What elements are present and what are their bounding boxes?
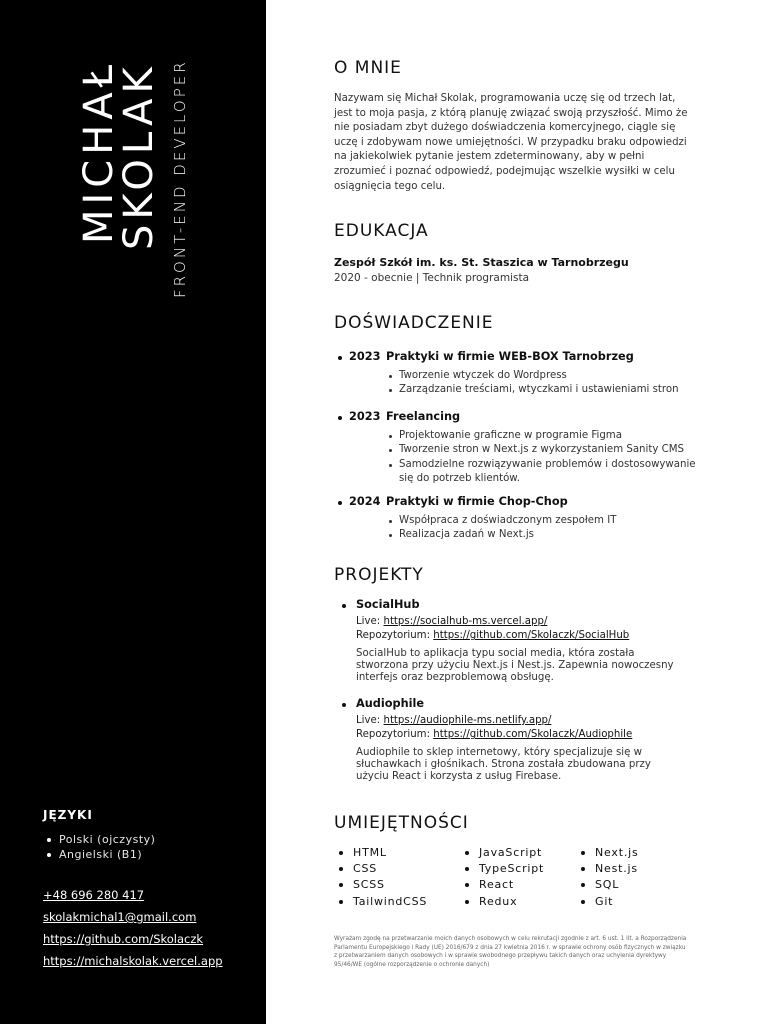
job-task: Tworzenie wtyczek do Wordpress — [386, 369, 704, 383]
languages-list — [43, 832, 155, 862]
job-task: Samodzielne rozwiązywanie problemów i dostosowywanie się do potrzeb klientów. — [386, 458, 704, 487]
skill-item: CSS — [334, 861, 427, 877]
language-item: Angielski (B1) — [43, 847, 155, 862]
education-school: Zespół Szkół im. ks. St. Staszica w Tarnobrzegu — [334, 256, 629, 269]
about-heading: O MNIE — [334, 58, 402, 78]
language-item: Polski (ojczysty) — [43, 832, 155, 847]
contact-block — [43, 887, 223, 975]
live-label: Live: — [356, 616, 384, 627]
email-link[interactable]: skolakmichal1@gmail.com — [43, 910, 197, 924]
job-item — [334, 410, 704, 487]
skill-item: SCSS — [334, 877, 427, 893]
job-year: 2024 — [349, 495, 381, 508]
bullet — [338, 416, 342, 420]
repo-label: Repozytorium: — [356, 630, 434, 642]
job-task: Realizacja zadań w Next.js — [386, 528, 704, 542]
job-item — [334, 350, 704, 398]
projects-heading: PROJEKTY — [334, 565, 424, 585]
job-tasks — [386, 514, 704, 543]
project-item — [334, 697, 684, 784]
sidebar — [0, 0, 266, 1024]
skill-item: SQL — [576, 877, 639, 893]
skill-item: TailwindCSS — [334, 894, 427, 910]
name-last: SKOLAK — [116, 62, 162, 250]
live-link[interactable]: https://socialhub-ms.vercel.app/ — [383, 616, 548, 627]
github-link[interactable]: https://github.com/Skolaczk — [43, 932, 204, 946]
name-first: MICHAŁ — [76, 59, 122, 244]
job-year: 2023 — [349, 350, 381, 363]
skills-column — [460, 845, 544, 910]
job-title: Praktyki w firmie Chop-Chop — [386, 495, 568, 508]
bullet — [338, 356, 342, 360]
skill-item: HTML — [334, 845, 427, 861]
job-task: Tworzenie stron w Next.js z wykorzystaniem Sanity CMS — [386, 443, 704, 457]
languages-heading: JĘZYKI — [43, 808, 93, 822]
repo-label: Repozytorium: — [356, 729, 434, 741]
phone-link[interactable]: +48 696 280 417 — [43, 888, 145, 902]
education-heading: EDUKACJA — [334, 221, 429, 241]
skill-item: React — [460, 877, 544, 893]
project-name: Audiophile — [334, 697, 684, 714]
job-tasks — [386, 429, 704, 487]
skill-item: Redux — [460, 894, 544, 910]
job-task: Zarządzanie treściami, wtyczkami i ustawieniami stron — [386, 383, 704, 397]
skill-item: Next.js — [576, 845, 639, 861]
about-text: Nazywam się Michał Skolak, programowania uczę się od trzech lat, jest to moja pasja, z którą planuję związać swoją przyszłość. Mimo że nie posiadam zbyt dużego doświadczenia komercyjnego, ciągle się uczę i zdobywam nowe umiejętności. W przypadku braku odpowiedzi na jakiekolwiek pytanie jestem zdeterminowany, aby w pełni zrozumieć i poznać odpowiedź, podejmując wszelkie wysiłki w celu osiągnięcia tego celu. — [334, 93, 688, 192]
skills-column — [334, 845, 427, 910]
gdpr-consent: Wyrażam zgodę na przetwarzanie moich danych osobowych w celu rekrutacji zgodnie z art. 6 ust. 1 lit. a Rozporządzenia Parlamentu Europejskiego i Rady (UE) 2016/679 z dnia 27 kwietnia 2016 r. w sprawie ochrony osób fizycznych w związku z przetwarzaniem danych osobowych i w sprawie swobodnego przepływu takich danych oraz uchylenia dyrektywy 95/46/WE (ogólne rozporządzenie o ochronie danych) — [334, 936, 687, 968]
skill-item: JavaScript — [460, 845, 544, 861]
project-name: SocialHub — [334, 598, 684, 615]
bullet — [338, 501, 342, 505]
job-item — [334, 495, 704, 543]
job-tasks — [386, 369, 704, 398]
project-item — [334, 598, 684, 685]
live-label: Live: — [356, 715, 384, 726]
name-block — [0, 0, 266, 320]
job-title: Freelancing — [386, 410, 461, 423]
live-link[interactable]: https://audiophile-ms.netlify.app/ — [383, 715, 552, 726]
skill-item: Git — [576, 894, 639, 910]
website-link[interactable]: https://michalskolak.vercel.app — [43, 954, 223, 968]
job-task: Projektowanie graficzne w programie Figma — [386, 429, 704, 443]
repo-link[interactable]: https://github.com/Skolaczk/Audiophile — [433, 729, 633, 741]
job-year: 2023 — [349, 410, 381, 423]
job-task: Współpraca z doświadczonym zespołem IT — [386, 514, 704, 528]
job-title: Praktyki w firmie WEB-BOX Tarnobrzeg — [386, 350, 634, 363]
skill-item: Nest.js — [576, 861, 639, 877]
repo-link[interactable]: https://github.com/Skolaczk/SocialHub — [433, 630, 630, 642]
project-description: SocialHub to aplikacja typu social media, która została stworzona przy użyciu Next.js i Nest.js. Zapewnia nowoczesny interfejs oraz bezproblemową obsługę. — [356, 647, 674, 684]
skills-column — [576, 845, 639, 910]
skills-heading: UMIEJĘTNOŚCI — [334, 813, 469, 833]
job-role: FRONT-END DEVELOPER — [171, 59, 189, 298]
education-detail: 2020 - obecnie | Technik programista — [334, 272, 530, 284]
skill-item: TypeScript — [460, 861, 544, 877]
experience-heading: DOŚWIADCZENIE — [334, 313, 494, 333]
project-description: Audiophile to sklep internetowy, który specjalizuje się w słuchawkach i głośnikach. Strona została zbudowana przy użyciu React i korzysta z usług Firebase. — [356, 746, 651, 783]
